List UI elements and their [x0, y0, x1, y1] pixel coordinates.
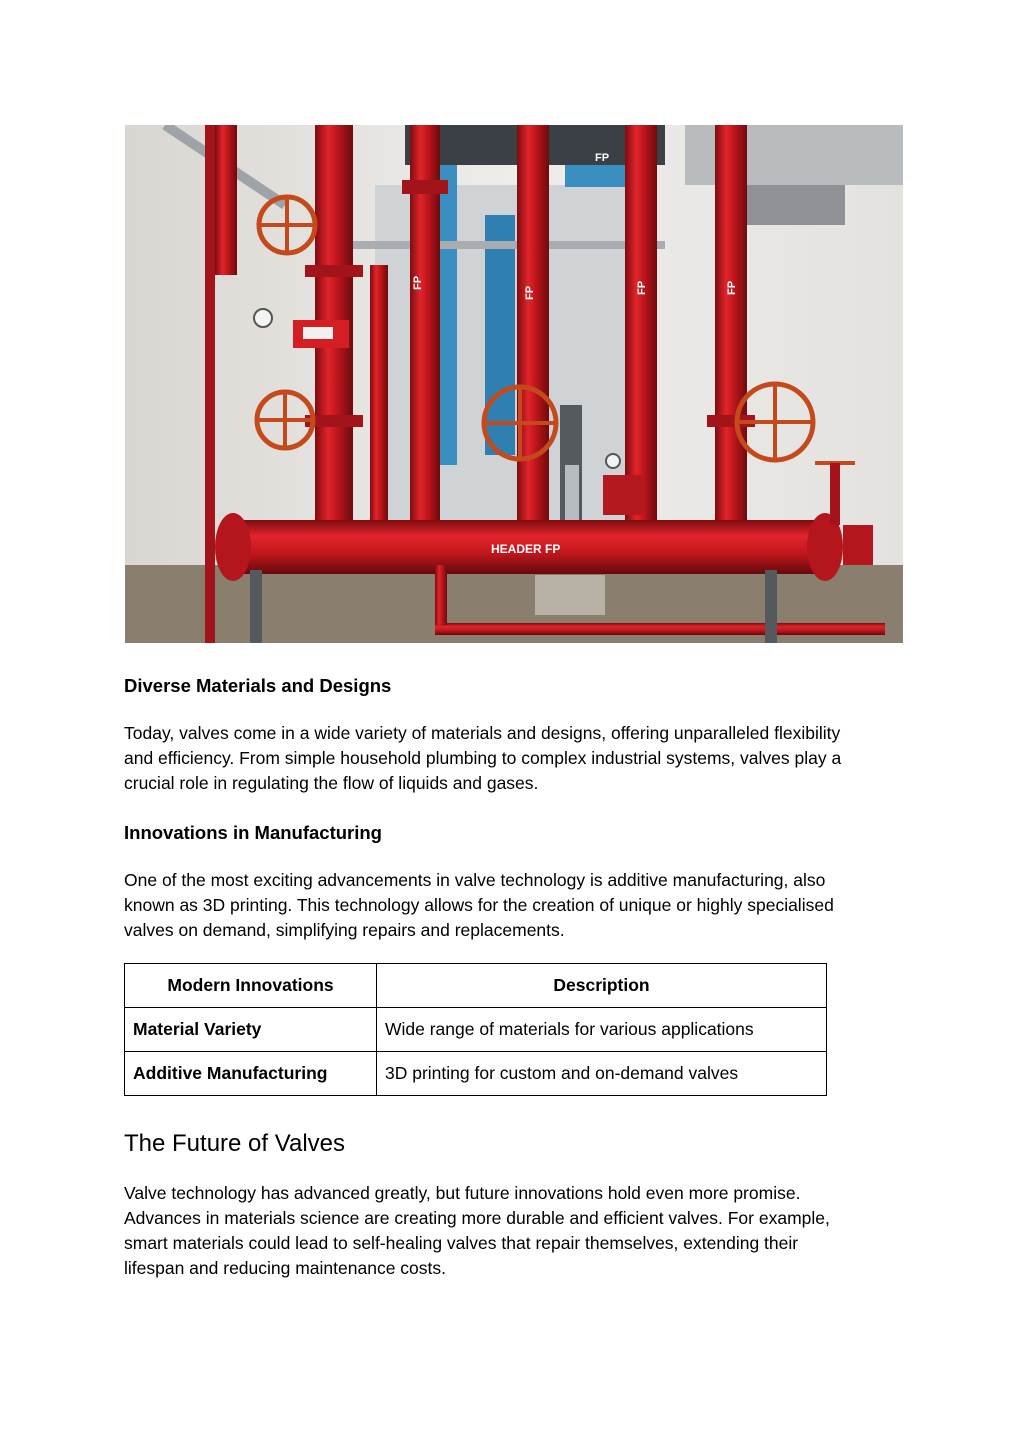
table-header-cell: Description	[377, 964, 827, 1008]
svg-text:FP: FP	[524, 285, 536, 300]
table-cell: Additive Manufacturing	[125, 1052, 377, 1096]
paragraph-innovations	[124, 868, 904, 943]
svg-text:FP: FP	[726, 280, 738, 295]
table-cell: Wide range of materials for various applications	[377, 1008, 827, 1052]
paragraph-line: Advances in materials science are creating more durable and efficient valves. For example,	[124, 1208, 830, 1228]
table-cell: 3D printing for custom and on-demand valves	[377, 1052, 827, 1096]
heading-innovations-manufacturing: Innovations in Manufacturing	[124, 822, 382, 843]
header-label: HEADER FP	[491, 542, 561, 556]
heading-future-of-valves: The Future of Valves	[124, 1130, 345, 1157]
paragraph-line: Valve technology has advanced greatly, but future innovations hold even more promise.	[124, 1183, 801, 1203]
paragraph-future	[124, 1181, 904, 1281]
table-header-cell: Modern Innovations	[125, 964, 377, 1008]
table-cell: Material Variety	[125, 1008, 377, 1052]
fire-pump-room-illustration	[125, 125, 903, 643]
table-row	[125, 1052, 827, 1096]
paragraph-line: valves on demand, simplifying repairs and replacements.	[124, 920, 565, 940]
paragraph-diverse-materials	[124, 721, 904, 796]
svg-text:FP: FP	[412, 275, 424, 290]
svg-text:FP: FP	[636, 280, 648, 295]
paragraph-line: crucial role in regulating the flow of liquids and gases.	[124, 773, 539, 793]
paragraph-line: Today, valves come in a wide variety of materials and designs, offering unparalleled flexibility	[124, 723, 841, 743]
pipes-photo	[125, 125, 903, 643]
paragraph-line: known as 3D printing. This technology allows for the creation of unique or highly specialised	[124, 895, 834, 915]
heading-diverse-materials: Diverse Materials and Designs	[124, 675, 392, 696]
innovations-table	[124, 963, 827, 1096]
table-header-row	[125, 964, 827, 1008]
paragraph-line: lifespan and reducing maintenance costs.	[124, 1258, 447, 1278]
svg-text:FP: FP	[595, 152, 610, 164]
paragraph-line: One of the most exciting advancements in valve technology is additive manufacturing, also	[124, 870, 826, 890]
paragraph-line: and efficiency. From simple household plumbing to complex industrial systems, valves play a	[124, 748, 842, 768]
table-row	[125, 1008, 827, 1052]
paragraph-line: smart materials could lead to self-healing valves that repair themselves, extending their	[124, 1233, 799, 1253]
